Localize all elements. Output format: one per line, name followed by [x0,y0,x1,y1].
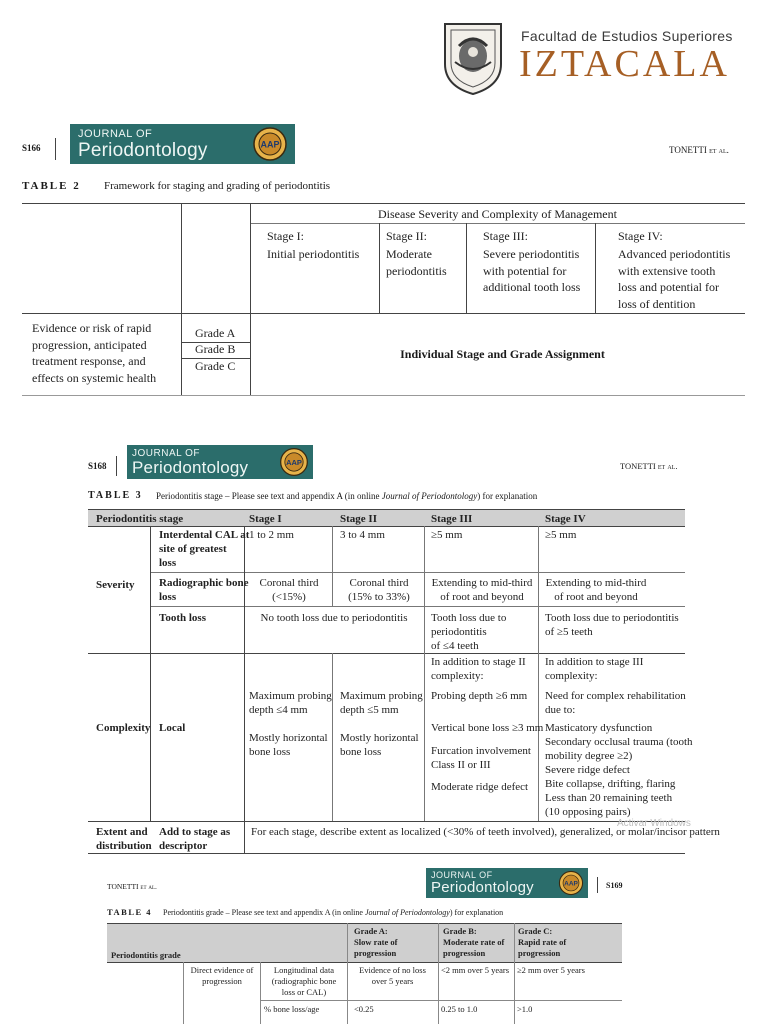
grade-label: Grade A [195,326,236,340]
table-rule [22,313,745,314]
evidence-text: Evidence or risk of rapid progression, anticipated treatment response, and effects on systemic health [32,321,157,385]
journal-label: JOURNAL OF [78,128,153,140]
svg-text:AAP: AAP [286,457,302,467]
divider [116,456,117,476]
column-header: Stage IV [545,513,586,525]
row-label: Interdental CAL at site of greatest loss [159,529,250,569]
running-head: TONETTI et al. [620,461,678,471]
table-cell: Maximum probing depth ≤4 mm Mostly horizontal bone loss [249,690,332,758]
page-number: S169 [606,881,623,890]
table-cell: ≥5 mm [431,529,463,541]
table-cell: Furcation involvement Class II or III [431,745,531,771]
table-column-rule [250,203,251,395]
svg-text:AAP: AAP [260,139,280,150]
column-header: Stage III [431,513,473,525]
table-cell: Moderate ridge defect [431,781,529,793]
stage-description: Moderate periodontitis [386,247,447,278]
table-cell: ≥5 mm [545,529,577,541]
row-label: Radiographic bone loss [159,577,249,603]
table-caption: Periodontitis stage – Please see text and appendix A (in online Journal of Periodontology) for explanation [156,491,538,501]
column-header: Periodontitis stage [96,513,184,525]
table-rule [22,395,745,396]
journal-banner [127,445,313,479]
journal-label: JOURNAL OF [132,448,200,459]
journal-banner [70,124,295,164]
table-rule [88,509,685,510]
table-cell: 0.25 to 1.0 [441,1004,478,1014]
table-rule [250,223,745,224]
stage-title: Stage I: [267,229,304,243]
stage-title: Stage III: [483,229,528,243]
os-watermark: Activar Windows [617,818,691,829]
divider [597,877,598,893]
aap-logo-icon [279,447,309,477]
row-label: Local [159,722,186,734]
assignment-text: Individual Stage and Grade Assignment [400,347,605,361]
table-rule [22,203,745,204]
measure-cell: Longitudinal data (radiographic bone loss or CAL) [271,965,337,997]
table-cell: For each stage, describe extent as localized (<30% of teeth involved), generalized, or molar/incisor pattern [251,826,720,838]
header-span: Disease Severity and Complexity of Management [378,207,617,221]
table-cell: Extending to mid-third of root and beyond [545,577,647,603]
table-rule [260,1000,622,1001]
table-column-rule [538,526,539,821]
table-cell: <0.25 [354,1004,374,1014]
table-rule [88,526,685,527]
table-column-rule [332,653,333,821]
fes-title-line: Facultad de Estudios Superiores [521,28,733,44]
table-column-rule [347,923,348,1024]
table-rule [151,606,685,607]
table-cell: Coronal third (15% to 33%) [348,577,410,603]
stage-description: Advanced periodontitis with extensive tooth loss and potential for loss of dentition [618,247,731,311]
journal-label: JOURNAL OF [431,870,493,880]
complexity-label: Complexity [96,722,151,734]
table-column-rule [181,203,182,395]
journal-banner [426,868,588,898]
criteria-cell: Direct evidence of progression [190,965,254,986]
table-cell: <2 mm over 5 years [441,965,510,975]
measure-cell: % bone loss/age [264,1004,320,1014]
table-column-rule [260,962,261,1024]
table-cell: Masticatory dysfunction Secondary occlusal trauma (tooth mobility degree ≥2) Severe ridge defect Bite collapse, drifting, flaring Less than 20 remaining teeth (10 opposing pairs) [545,722,693,818]
unam-seal-icon [439,16,507,96]
table-column-rule [438,923,439,1024]
table-cell: Need for complex rehabilitation due to: [545,690,686,716]
table-rule [88,853,685,854]
column-header: Grade A: Slow rate of progression [354,926,398,958]
table-column-rule [332,526,333,606]
table-cell: Coronal third (<15%) [259,577,319,603]
table-rule [151,572,685,573]
table-cell: In addition to stage II complexity: [431,656,526,682]
severity-label: Severity [96,579,135,591]
column-header: Stage II [340,513,377,525]
table-rule [88,653,685,654]
column-header: Grade B: Moderate rate of progression [443,926,505,958]
table-cell-span: No tooth loss due to periodontitis [260,612,408,624]
table-rule [107,923,622,924]
table-cell: Probing depth ≥6 mm [431,690,528,702]
grade-label: Grade B [195,342,236,356]
table-label: TABLE 4 [107,907,153,917]
table-label: TABLE 2 [22,180,81,192]
running-head: TONETTI et al. [107,882,157,891]
stage-description: Initial periodontitis [267,247,360,261]
running-head: TONETTI et al. [669,145,729,155]
stage-description: Severe periodontitis with potential for additional tooth loss [483,247,581,294]
row-label: Tooth loss [159,612,206,624]
table-cell: 3 to 4 mm [340,529,385,541]
table-column-rule [379,223,380,313]
table-column-rule [150,526,151,821]
table-cell: 1 to 2 mm [249,529,294,541]
aap-logo-icon [252,126,288,162]
stage-title: Stage II: [386,229,427,243]
svg-text:AAP: AAP [564,880,578,888]
aap-logo-icon [558,870,584,896]
table-cell: Maximum probing depth ≤5 mm Mostly horizontal bone loss [340,690,423,758]
iztacala-wordmark: IZTACALA [519,43,730,85]
column-header: Grade C: Rapid rate of progression [518,926,567,958]
table-cell: Tooth loss due to periodontitis of ≥5 teeth [545,612,679,638]
table-label: TABLE 3 [88,490,143,501]
table-cell: In addition to stage III complexity: [545,656,644,682]
table-caption: Framework for staging and grading of periodontitis [104,180,331,192]
stage-title: Stage IV: [618,229,663,243]
page-number: S166 [22,143,41,153]
table-cell: Tooth loss due to periodontitis of ≤4 teeth [431,612,507,652]
column-header: Periodontitis grade [111,950,181,960]
table-caption: Periodontitis grade – Please see text and appendix A (in online Journal of Periodontology) for explanation [163,908,504,917]
table-cell: ≥2 mm over 5 years [517,965,585,975]
table-cell: >1.0 [517,1004,533,1014]
table-column-rule [514,923,515,1024]
extent-label: Extent and distribution [96,826,152,852]
table-cell: Evidence of no loss over 5 years [359,965,426,986]
table-column-rule [595,223,596,313]
table-cell: Vertical bone loss ≥3 mm [431,722,544,734]
page-number: S168 [88,461,107,471]
column-header: Stage I [249,513,282,525]
table-column-rule [183,962,184,1024]
journal-name: Periodontology [78,140,208,161]
journal-name: Periodontology [431,879,534,896]
journal-name: Periodontology [132,458,249,477]
grade-label: Grade C [195,359,236,373]
table-rule [107,962,622,963]
table-column-rule [466,223,467,313]
divider [55,138,56,160]
table-column-rule [424,526,425,821]
table-rule [88,821,685,822]
table-cell: Extending to mid-third of root and beyond [431,577,533,603]
row-label: Add to stage as descriptor [159,826,231,852]
fes-iztacala-header [415,10,750,102]
